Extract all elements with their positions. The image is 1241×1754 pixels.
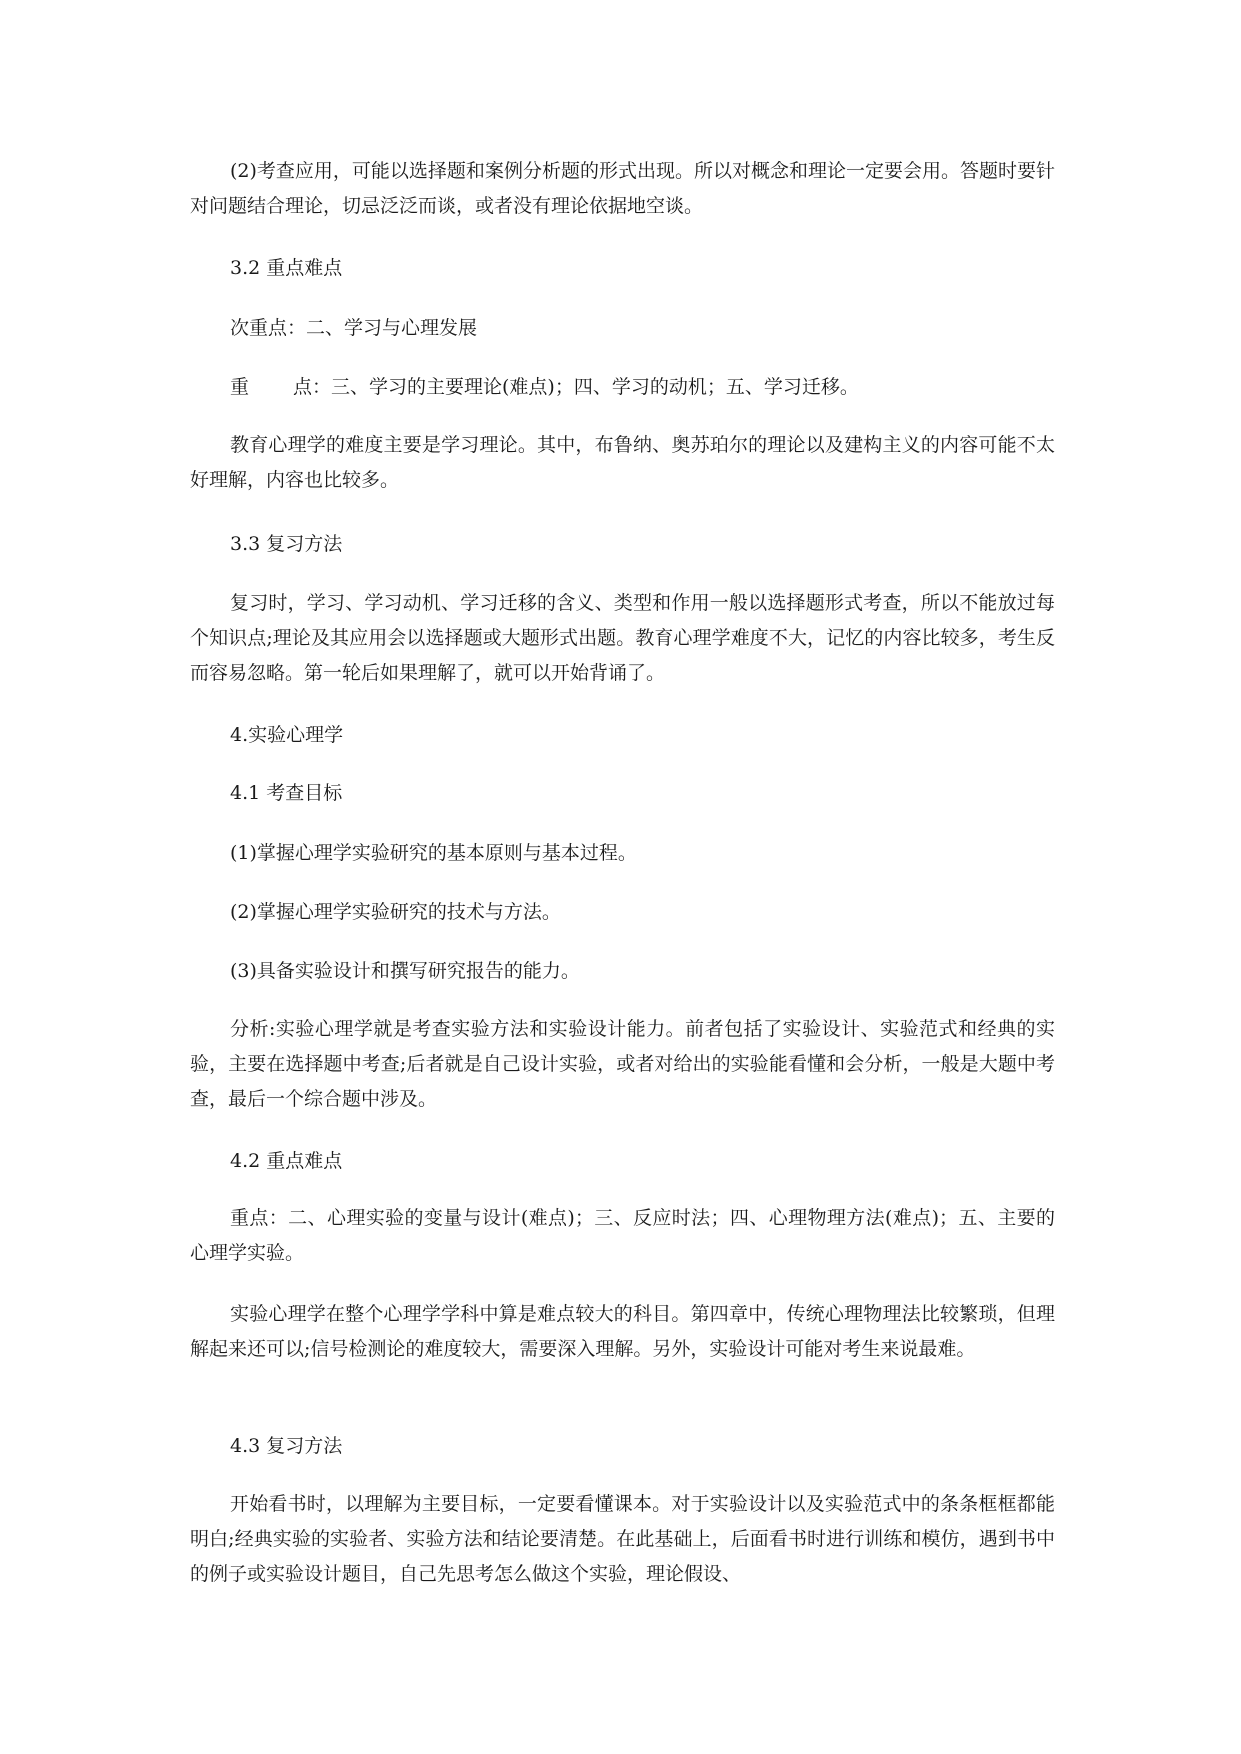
paragraph-analysis: 分析:实验心理学就是考查实验方法和实验设计能力。前者包括了实验设计、实验范式和经典的实验，主要在选择题中考查;后者就是自己设计实验，或者对给出的实验能看懂和会分析，一般是大题中考查，最后一个综合题中涉及。: [190, 1018, 1055, 1110]
paragraph-exam-application: (2)考查应用，可能以选择题和案例分析题的形式出现。所以对概念和理论一定要会用。答题时要针对问题结合理论，切忌泛泛而谈，或者没有理论依据地空谈。: [190, 160, 1055, 217]
objective-item-3: (3)具备实验设计和撰写研究报告的能力。: [230, 960, 580, 982]
paragraph-exp-psych-difficulty: 实验心理学在整个心理学学科中算是难点较大的科目。第四章中，传统心理物理法比较繁琐，但理解起来还可以;信号检测论的难度较大，需要深入理解。另外，实验设计可能对考生来说最难。: [190, 1303, 1055, 1360]
heading-4-1: 4.1 考查目标: [230, 782, 343, 804]
objective-item-2: (2)掌握心理学实验研究的技术与方法。: [230, 901, 561, 923]
heading-4-2: 4.2 重点难点: [230, 1150, 343, 1172]
key-points-line: [230, 370, 859, 405]
key-points-label-a: 重: [230, 376, 250, 398]
secondary-key-points: 次重点：二、学习与心理发展: [230, 317, 478, 339]
heading-4: 4.实验心理学: [230, 724, 344, 746]
paragraph-edu-psych-difficulty: 教育心理学的难度主要是学习理论。其中，布鲁纳、奥苏珀尔的理论以及建构主义的内容可能不太好理解，内容也比较多。: [190, 434, 1055, 491]
heading-3-3: 3.3 复习方法: [230, 533, 343, 555]
paragraph-reading-method: 开始看书时，以理解为主要目标，一定要看懂课本。对于实验设计以及实验范式中的条条框框都能明白;经典实验的实验者、实验方法和结论要清楚。在此基础上，后面看书时进行训练和模仿，遇到书中的例子或实验设计题目，自己先思考怎么做这个实验，理论假设、: [190, 1493, 1055, 1585]
key-points-text: 点：三、学习的主要理论(难点)；四、学习的动机；五、学习迁移。: [293, 376, 859, 398]
heading-4-3: 4.3 复习方法: [230, 1435, 343, 1457]
objective-item-1: (1)掌握心理学实验研究的基本原则与基本过程。: [230, 842, 637, 864]
paragraph-key-points: 重点：二、心理实验的变量与设计(难点)；三、反应时法；四、心理物理方法(难点)；五、主要的心理学实验。: [190, 1207, 1055, 1264]
heading-3-2: 3.2 重点难点: [230, 257, 343, 279]
paragraph-review-method: 复习时，学习、学习动机、学习迁移的含义、类型和作用一般以选择题形式考查，所以不能放过每个知识点;理论及其应用会以选择题或大题形式出题。教育心理学难度不大，记忆的内容比较多，考生反而容易忽略。第一轮后如果理解了，就可以开始背诵了。: [190, 592, 1055, 684]
